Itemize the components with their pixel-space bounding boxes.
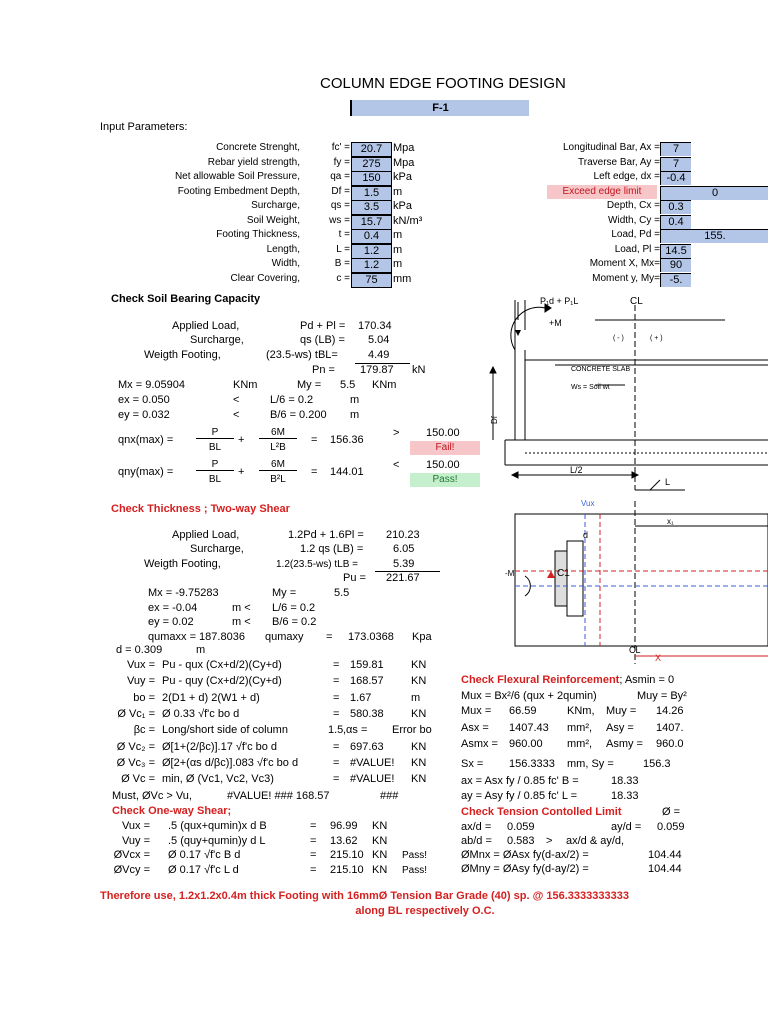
shear-weight-value: 5.39 [393,558,415,570]
oneway-value: 96.99 [330,820,358,832]
qumaxy-eq: = [326,631,333,643]
soil-ex-limit: L/6 = 0.2 [270,394,314,406]
oneway-status: Pass! [402,864,428,876]
shear-heading: Check Thickness ; Two-way Shear [111,503,290,515]
shear-my-value: 5.5 [334,587,350,599]
diagram-l2: L/2 [570,465,583,475]
qnx-l2b: L²B [270,442,286,453]
input-value-field: 1.2 [351,244,392,259]
soil-surcharge-value: 5.04 [368,334,390,346]
input-unit: kPa [393,200,412,212]
flex-sy-value: 156.3 [643,758,671,770]
soil-ey: ey = 0.032 [118,409,170,421]
flex-ay: ay = Asy fy / 0.85 fc' L = [461,790,578,802]
qnx-value: 156.36 [330,434,364,446]
oneway-unit: KN [372,834,388,847]
shear-row-value: 1.67 [350,691,372,704]
input-label: Width, [271,258,300,269]
input-right-value-field: 0 [660,186,768,200]
footing-id-badge: F-1 [350,100,529,116]
shear-applied-value: 210.23 [386,529,420,541]
flex-row-unit: KNm, [567,705,595,717]
conclusion-line-1: Therefore use, 1.2x1.2x0.4m thick Footing with 16mmØ Tension Bar Grade (40) sp. @ 156.3333333333 [100,890,629,902]
soil-applied-load-formula: Pd + Pl = [300,320,346,332]
shear-row-label: bo = [133,691,155,704]
diagram-moment: +M [549,318,562,328]
shear-ex-cmp: m < [232,602,251,614]
shear-row-eq: = [333,659,340,671]
shear-weight-label: Weigth Footing, [144,558,221,570]
qny-p: P [196,459,234,471]
oneway-unit: KN [372,863,388,876]
oneway-formula: Ø 0.17 √f'c L d [168,863,239,876]
soil-ex: ex = 0.050 [118,394,170,406]
input-unit: m [393,258,403,270]
shear-row-formula: Ø[2+(αs d/βc)].083 √f'c bo d [162,756,299,769]
shear-surcharge-formula: 1.2 qs (LB) = [300,543,364,555]
qnx-eq: = [311,434,318,446]
input-unit: mm [393,272,412,285]
tension-abd: ab/d = [461,835,492,847]
input-value-field: 1.2 [351,258,392,273]
soil-ey-cmp: < [233,409,240,421]
shear-ex-limit: L/6 = 0.2 [272,602,316,614]
tension-abd-cmp: > [546,835,553,847]
shear-my-label: My = [272,587,297,599]
shear-row-value: 697.63 [350,740,384,753]
qny-label: qny(max) = [118,466,174,478]
diagram-cl-plan: CL [629,645,641,655]
tension-phi: Ø = [662,806,681,818]
shear-row-unit: KN [411,740,427,753]
shear-row-formula: 2(D1 + d) 2(W1 + d) [162,691,260,704]
input-right-label: Moment X, Mx= [589,258,660,269]
diagram-x: X [655,653,662,663]
flex-row-label2: Muy = [606,705,637,717]
tension-mnx-value: 104.44 [648,849,682,861]
input-right-value-field: -0.4 [660,171,691,185]
shear-row-unit: m [411,691,421,704]
input-label: Footing Embedment Depth, [177,185,300,197]
input-right-label: Depth, Cx = [606,200,660,211]
shear-row-eq: = [333,756,340,769]
oneway-unit: KN [372,849,388,861]
soil-pn-value: 179.87 [360,364,394,376]
flex-ax: ax = Asx fy / 0.85 fc' B = [461,775,579,787]
shear-row-label: Vux = [126,659,155,671]
oneway-value: 215.10 [330,849,364,861]
footing-section-diagram [485,290,768,500]
shear-row-label: Ø Vc₁ = [117,707,155,720]
shear-ex: ex = -0.04 [148,602,198,614]
input-unit: Mpa [393,156,415,169]
flex-heading: Check Flexural Reinforcement [461,674,620,686]
soil-my-unit: KNm [372,379,397,391]
qumaxx: qumaxx = 187.8036 [148,631,245,643]
qumaxy-value: 173.0368 [348,631,394,643]
soil-weight-footing-formula: (23.5-ws) tBL= [266,349,338,361]
input-unit: m [393,243,403,256]
effective-depth-unit: m [196,644,206,656]
qny-bl: BL [208,474,222,485]
shear-weight-formula: 1.2(23.5-ws) tLB = [276,559,358,570]
tension-mny-value: 104.44 [648,863,682,875]
tension-axd-value: 0.059 [507,821,535,833]
input-label: Rebar yield strength, [207,156,300,168]
flex-row-value2: 960.0 [656,738,684,750]
input-label: Soil Weight, [246,214,300,226]
qnx-cmp: > [393,427,400,439]
input-label: Footing Thickness, [216,229,300,240]
soil-applied-load-value: 170.34 [358,320,392,332]
oneway-label: Vux = [121,820,150,832]
tension-abd-value: 0.583 [507,835,535,847]
flex-row-value: 66.59 [509,705,537,717]
soil-surcharge-label: Surcharge, [190,334,244,346]
input-right-label: Load, Pd = [611,229,660,240]
shear-row-eq: = [333,707,340,720]
input-unit: kPa [393,171,412,183]
qnx-limit: 150.00 [426,427,460,439]
shear-row-value: #VALUE! [350,773,395,786]
oneway-eq: = [310,863,317,876]
footing-plan-diagram [485,496,768,671]
shear-row-formula: Ø[1+(2/βc)].17 √f'c bo d [162,740,278,753]
qnx-p: P [196,427,234,439]
oneway-heading: Check One-way Shear; [112,805,232,817]
input-symbol: c = [336,272,350,284]
shear-row-value: 168.57 [350,675,384,688]
input-symbol: fc' = [331,142,350,153]
qny-value: 144.01 [330,466,364,478]
diagram-vux: Vux [581,499,595,508]
shear-ey-cmp: m < [232,616,251,628]
flex-ax-value: 18.33 [611,775,639,787]
shear-surcharge-value: 6.05 [393,543,415,555]
shear-mx: Mx = -9.75283 [148,587,219,599]
tension-mny: ØMny = ØAsy fy(d-ay/2) = [461,863,589,875]
oneway-eq: = [310,849,317,861]
flex-sx-label: Sx = [461,758,484,770]
input-right-label: Moment y, My= [592,272,660,284]
must-end: ### [380,790,399,802]
shear-row-label: βc = [133,724,155,737]
input-value-field: 1.5 [351,186,392,201]
qnx-label: qnx(max) = [118,434,174,446]
flex-heading-wrap [461,674,761,686]
shear-row-label: Ø Vc₂ = [116,740,155,753]
input-value-field: 275 [351,157,392,172]
shear-applied-formula: 1.2Pd + 1.6Pl = [288,529,364,541]
input-label: Surcharge, [251,200,300,211]
soil-applied-load-label: Applied Load, [172,320,240,332]
diagram-cl: CL [630,296,643,307]
shear-row-formula: min, Ø (Vc1, Vc2, Vc3) [162,773,274,786]
input-right-value-field: 90 [660,258,691,272]
shear-row-formula: Pu - quy (Cx+d/2)(Cy+d) [162,675,282,688]
qumaxy-unit: Kpa [412,631,432,643]
qumaxy-label: qumaxy [265,631,304,643]
flex-sy-label: mm, Sy = [567,758,614,770]
soil-weight-footing-value: 4.49 [368,349,390,361]
flex-row-label2: Asy = [606,721,634,734]
qny-eq: = [311,466,318,478]
input-right-value-field: 14.5 [660,244,691,258]
shear-row-unit: KN [411,675,427,688]
input-value-field: 150 [351,171,392,186]
soil-ey-limit: B/6 = 0.200 [270,409,327,421]
shear-row-value: 580.38 [350,707,384,720]
shear-row-label: Ø Vc₃ = [116,756,155,769]
flex-formula-y: Muy = By² [637,690,687,702]
page-title: COLUMN EDGE FOOTING DESIGN [320,75,566,92]
flex-ay-value: 18.33 [611,790,639,802]
input-label: Concrete Strenght, [216,142,300,153]
input-symbol: Df = [331,185,350,197]
soil-pn-unit: kN [412,364,426,376]
shear-row-unit: KN [411,756,427,769]
shear-ey-limit: B/6 = 0.2 [272,616,317,628]
soil-mx: Mx = 9.05904 [118,379,185,391]
tension-heading: Check Tension Contolled Limit [461,806,622,818]
input-right-label: Load, Pl = [614,243,660,255]
flex-sx-value: 156.3333 [509,758,555,770]
shear-row-eq: = [333,740,340,753]
oneway-formula: .5 (quy+qumin)y d L [168,834,266,847]
input-right-value-field: 7 [660,142,691,156]
oneway-eq: = [310,834,317,847]
must-values: #VALUE! ### 168.57 [227,790,330,802]
oneway-unit: KN [372,820,388,832]
flex-formula: Mux = Bx²/6 (qux + 2qumin) [461,690,597,702]
input-symbol: ws = [329,214,350,226]
tension-mnx: ØMnx = ØAsx fy(d-ax/2) = [461,849,589,861]
oneway-label: ØVcx = [113,849,150,861]
diagram-slab: CONCRETE SLAB [571,366,631,373]
oneway-value: 215.10 [330,863,364,876]
flex-row-unit: mm², [567,738,593,750]
diagram-df: Df [490,416,499,424]
soil-my-value: 5.5 [340,379,356,391]
diagram-soil: Ws = Soil wt [571,384,610,391]
qnx-status: Fail! [410,441,480,455]
flex-row-unit: mm², [567,721,593,734]
input-symbol: fy = [333,156,350,168]
shear-row-value: 159.81 [350,659,384,671]
diagram-minus: ( - ) [613,335,624,342]
flex-row-value: 960.00 [509,738,543,750]
qny-6m: 6M [259,459,297,471]
shear-row-eq: 1.5 [328,724,344,737]
input-value-field: 0.4 [351,229,392,244]
qny-cmp: < [393,459,400,471]
shear-row-value: ,αs = [343,724,368,737]
shear-row-unit: KN [411,773,427,786]
oneway-value: 13.62 [330,834,358,847]
shear-row-eq: = [333,691,340,704]
diagram-load-label: P₁d + P₁L [540,296,579,306]
shear-row-value: #VALUE! [350,756,395,769]
input-value-field: 15.7 [351,215,392,230]
diagram-plus: ( + ) [650,335,663,342]
input-label: Clear Covering, [230,272,300,284]
oneway-formula: .5 (qux+qumin)x d B [168,820,267,832]
qny-limit: 150.00 [426,459,460,471]
shear-row-unit: KN [411,659,427,671]
shear-row-formula: Long/short side of column [162,724,288,737]
shear-row-formula: Pu - qux (Cx+d/2)(Cy+d) [162,659,282,671]
diagram-l: L [665,477,671,487]
flex-row-label: Asmx = [461,738,498,750]
flex-row-label2: Asmy = [606,738,643,750]
flex-row-label: Mux = [461,705,492,717]
shear-pu-value: 221.67 [386,572,420,584]
input-heading: Input Parameters: [100,121,188,133]
shear-row-unit: Error bo [392,724,432,737]
diagram-x1: x₁ [667,517,674,526]
soil-weight-footing-label: Weigth Footing, [144,349,221,361]
input-label: Net allowable Soil Pressure, [174,171,300,182]
input-right-value-field: 7 [660,157,691,171]
flex-heading-asmin: ; Asmin = 0 [619,674,675,686]
input-right-label: Traverse Bar, Ay = [578,156,660,168]
shear-surcharge-label: Surcharge, [190,543,244,555]
input-right-label: Left edge, dx = [593,171,660,182]
shear-row-label: Ø Vc = [121,773,155,786]
soil-ex-cmp: < [233,394,240,406]
input-value-field: 75 [351,273,392,288]
diagram-d: d [583,530,589,540]
input-value-field: 20.7 [351,142,392,157]
qny-b2l: B²L [270,474,286,485]
soil-ey-unit: m [350,409,360,421]
qny-plus: + [238,466,245,478]
effective-depth: d = 0.309 [116,644,163,656]
oneway-eq: = [310,820,317,832]
shear-ey: ey = 0.02 [148,616,194,628]
shear-pu-label: Pu = [343,572,366,584]
input-right-label: Longitudinal Bar, Ax = [562,142,660,153]
oneway-status: Pass! [402,850,428,861]
oneway-label: ØVcy = [113,863,150,876]
shear-applied-label: Applied Load, [172,529,240,541]
input-right-label: Exceed edge limit [547,185,657,199]
shear-row-label: Vuy = [126,675,155,688]
qnx-plus: + [238,434,245,446]
conclusion-line-2: along BL respectively O.C. [355,905,495,917]
shear-row-eq: = [333,773,340,786]
input-label: Length, [266,243,300,255]
soil-surcharge-formula: qs (LB) = [300,334,345,346]
must-label: Must, ØVc > Vu, [112,790,192,802]
input-unit: m [393,185,403,198]
input-unit: Mpa [393,142,415,154]
tension-ayd-value: 0.059 [657,821,685,833]
tension-ayd: ay/d = [611,821,642,833]
oneway-formula: Ø 0.17 √f'c B d [168,849,241,861]
qnx-6m: 6M [259,427,297,439]
input-symbol: t = [338,229,350,240]
input-symbol: qs = [330,200,350,211]
flex-row-value2: 14.26 [656,705,684,717]
input-symbol: L = [336,243,350,255]
flex-row-value: 1407.43 [509,721,549,734]
input-right-value-field: -5. [660,273,691,287]
input-symbol: B = [334,258,350,269]
shear-row-eq: = [333,675,340,688]
tension-axd: ax/d = [461,821,492,833]
input-right-value-field: 155. [660,229,768,243]
diagram-c1: C1 [557,568,570,579]
flex-row-label: Asx = [461,721,489,734]
flex-row-value2: 1407. [656,721,684,734]
diagram-neg-m: -M [505,569,515,578]
soil-bearing-heading: Check Soil Bearing Capacity [111,293,261,305]
input-right-label: Width, Cy = [608,214,660,226]
tension-abd-note: ax/d & ay/d, [566,835,625,847]
input-value-field: 3.5 [351,200,392,215]
input-symbol: qa = [330,171,350,182]
input-unit: kN/m³ [393,214,423,227]
input-right-value-field: 0.4 [660,215,691,229]
shear-row-formula: Ø 0.33 √f'c bo d [162,707,240,720]
input-unit: m [393,229,403,241]
qnx-bl: BL [208,442,222,453]
input-right-value-field: 0.3 [660,200,691,214]
soil-ex-unit: m [350,394,360,406]
moment-arc [511,307,545,350]
soil-my-label: My = [297,379,322,391]
shear-row-unit: KN [411,707,427,720]
soil-mx-unit: KNm [233,379,258,391]
soil-pn-label: Pn = [312,364,335,376]
qny-status: Pass! [410,473,480,487]
oneway-label: Vuy = [121,834,150,847]
